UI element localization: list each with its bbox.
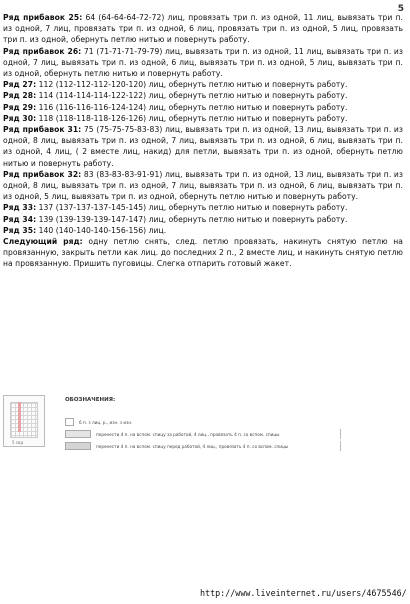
chart-caption: 5 свд: [12, 440, 24, 445]
paragraph-row-31: [3, 124, 403, 169]
row-label: Ряд 28:: [3, 91, 37, 101]
row-text: 83 (83-83-83-91-91) лиц, вывязать три п. из одной, 13 лиц, вывязать три п. из одной, 8 лиц, вывязать три п. из одной, 7 лиц, вывязать три п. из одной, 6 лиц, вывязать три п. из одной, 5 лиц, вывязать три п. из одной, обернуть петлю нитью и повернуть работу.: [3, 169, 404, 202]
legend-item-text: перенести 4 п. на вспом. спицу перед работой, 4 лиц., провязать 4 п. со вспом. спицы: [96, 443, 289, 449]
legend-item-cable-front: [65, 441, 288, 451]
paragraph-row-27: [3, 79, 403, 90]
legend-divider: [340, 429, 341, 439]
instructions-text: [3, 12, 403, 270]
paragraph-row-26: [3, 46, 403, 80]
row-text: 140 (140-140-140-156-156) лиц.: [36, 225, 167, 235]
row-text: 64 (64-64-64-72-72) лиц, провязать три п. из одной, 11 лиц, вывязать три п. из одной, 7 лиц, провязать три п. из одной, 6 лиц, провязать три п. из одной, 5 лиц, провязать три п. из одной, обернуть петлю нитью и повернуть работу.: [3, 13, 403, 45]
paragraph-next-row: [3, 236, 403, 270]
legend-item-text: перенести 4 п. на вспом. спицу за работой, 4 лиц., провязать 4 п. со вспом. спицы: [96, 431, 280, 437]
legend-item-text: 6 п. з лиц. р., изн. з изн.: [79, 419, 133, 425]
row-text: 137 (137-137-137-145-145) лиц, обернуть петлю нитью и повернуть работу.: [36, 203, 348, 213]
legend-divider: [340, 441, 341, 451]
row-text: 75 (75-75-75-83-83) лиц, вывязать три п. из одной, 13 лиц, вывязать три п. из одной, 8 лиц, вывязать три п. из одной, 7 лиц, вывязать три п. из одной, 6 лиц, вывязать три п. из одной, 4 лиц, ( 2 вместе лиц, накид) для петли, вывязать три п. из одной, обернуть петлю нитью и повернуть работу.: [3, 125, 404, 168]
paragraph-row-28: [3, 90, 403, 101]
paragraph-row-34: [3, 214, 403, 225]
row-label: Ряд 35:: [3, 225, 37, 235]
paragraph-row-29: [3, 102, 403, 113]
legend-section: [3, 395, 405, 457]
source-url: http://www.liveinternet.ru/users/4675546/: [200, 588, 407, 598]
row-label: Ряд прибавок 32:: [3, 169, 82, 179]
row-text: 71 (71-71-71-79-79) лиц, вывязать три п. из одной, 11 лиц, вывязать три п. из одной, 7 лиц, вывязать три п. из одной, 6 лиц, вывязать три п. из одной, 5 лиц, вывязать три п. из одной, обернуть петлю нитью и повернуть работу.: [3, 46, 404, 79]
row-label: Ряд 30:: [3, 113, 37, 123]
chart-grid: [10, 402, 38, 438]
row-label: Ряд 33:: [3, 203, 37, 213]
row-text: 114 (114-114-114-122-122) лиц, обернуть петлю нитью и повернуть работу.: [36, 91, 348, 101]
knitting-chart-thumbnail: [3, 395, 45, 447]
row-text: 112 (112-112-112-120-120) лиц, обернуть петлю нитью и повернуть работу.: [36, 80, 348, 90]
row-label: Ряд 29:: [3, 102, 37, 112]
paragraph-row-25: [3, 12, 403, 46]
legend-item-knit: [65, 417, 132, 427]
chart-red-column: [18, 402, 21, 432]
row-label: Ряд 34:: [3, 214, 37, 224]
page-number: 5: [397, 4, 404, 14]
row-text: одну петлю снять, след. петлю провязать, накинуть снятую петлю на провязанную, закрыть петли как лиц. до последних 2 п., 2 вместе лиц, и накинуть снятую петлю на провязанную. Пришить пуговицы. Слегка отпарить готовый жакет.: [3, 237, 403, 269]
row-label: Ряд прибавок 25:: [3, 13, 83, 22]
row-text: 116 (116-116-116-124-124) лиц, обернуть петлю нитью и повернуть работу.: [36, 102, 348, 112]
row-label: Ряд 27:: [3, 80, 37, 90]
row-label: Ряд прибавок 26:: [3, 46, 82, 56]
legend-item-cable-back: [65, 429, 280, 439]
row-text: 118 (118-118-118-126-126) лиц, обернуть петлю нитью и повернуть работу.: [36, 113, 348, 123]
paragraph-row-32: [3, 169, 403, 203]
paragraph-row-33: [3, 202, 403, 213]
cable-back-symbol-icon: [65, 430, 91, 438]
cable-front-symbol-icon: [65, 442, 91, 450]
paragraph-row-35: [3, 225, 403, 236]
row-label: Следующий ряд:: [3, 237, 83, 247]
row-label: Ряд прибавок 31:: [3, 125, 82, 135]
legend-title: ОБОЗНАЧЕНИЯ:: [65, 397, 116, 403]
knit-stitch-symbol-icon: [65, 418, 74, 426]
row-text: 139 (139-139-139-147-147) лиц, обернуть петлю нитью и повернуть работу.: [36, 214, 348, 224]
paragraph-row-30: [3, 113, 403, 124]
